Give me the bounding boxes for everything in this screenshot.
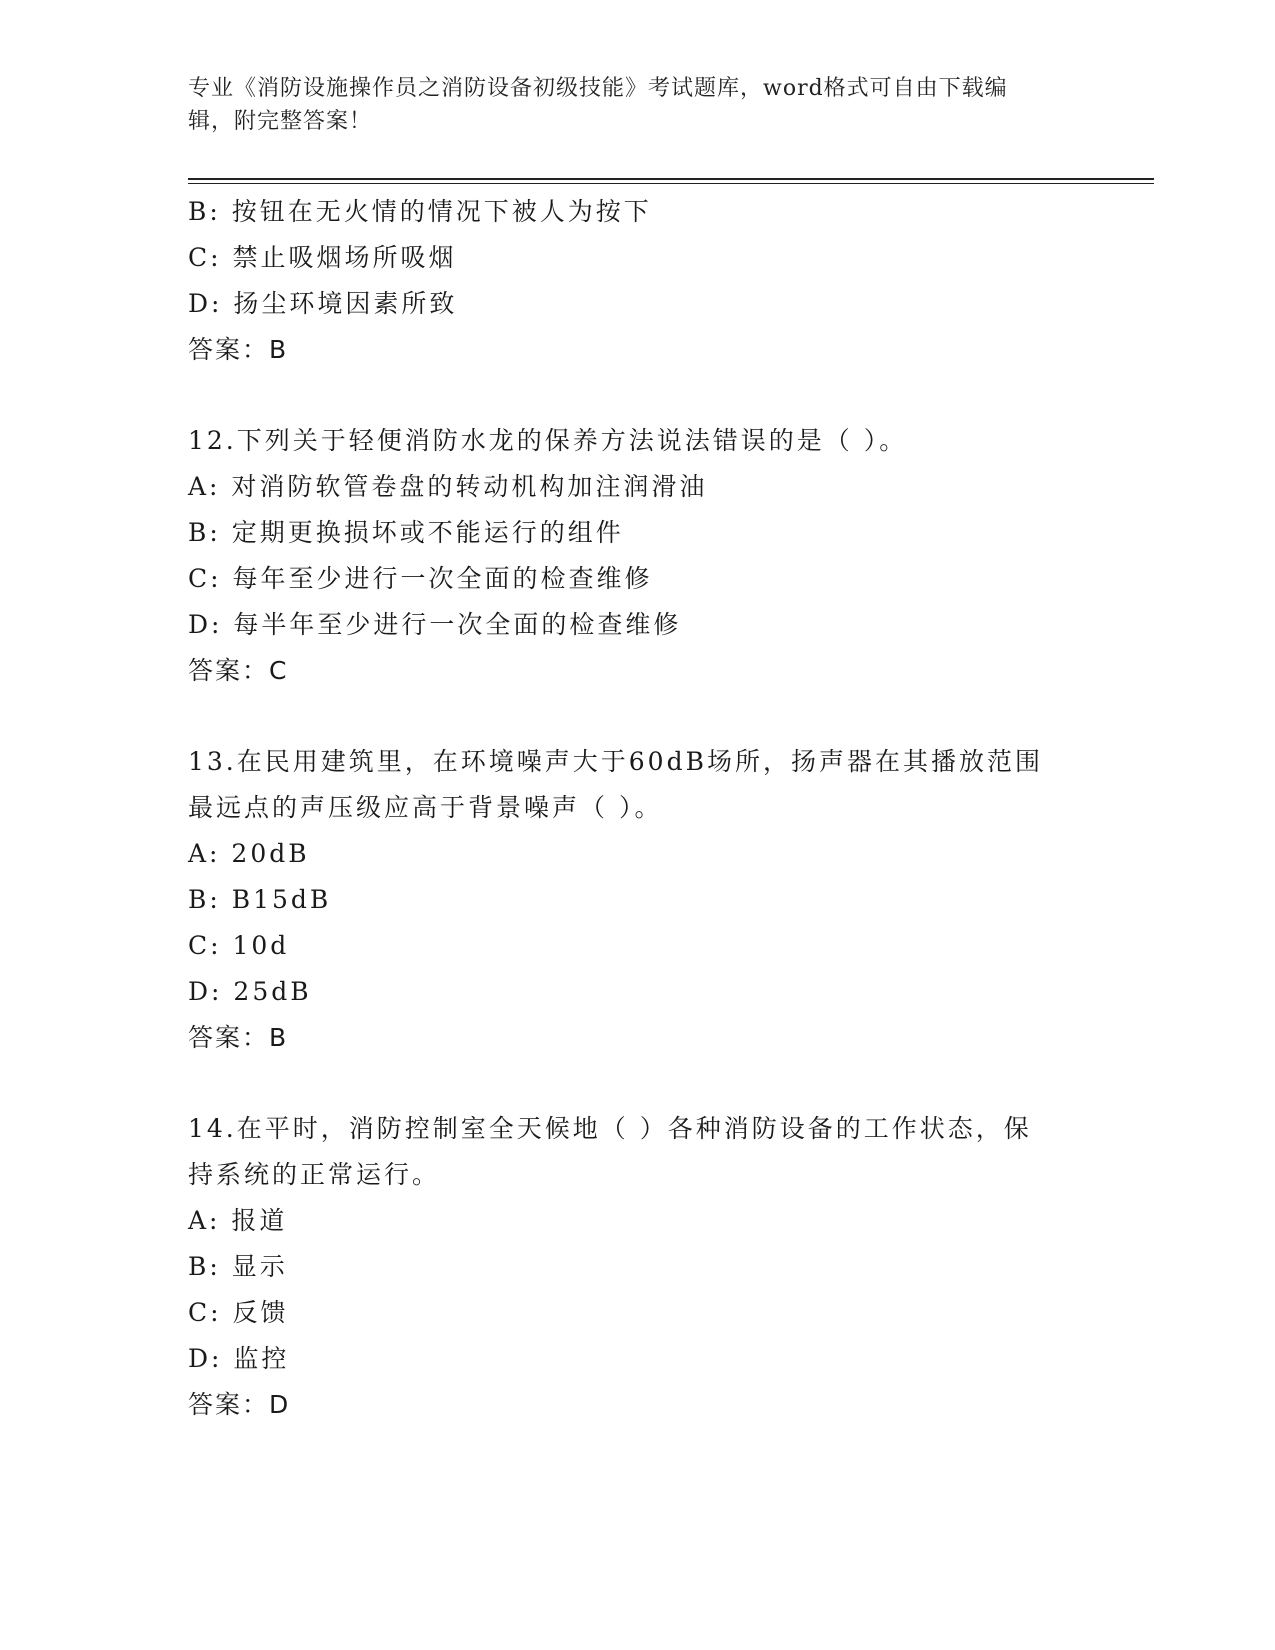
document-header [188, 72, 1088, 138]
option-c: C: 反馈 [188, 1298, 289, 1327]
header-line-1: 专业《消防设施操作员之消防设备初级技能》考试题库，word格式可自由下载编 [188, 76, 1008, 101]
answer-line: 答案：D [188, 1390, 291, 1419]
header-rule-thin [188, 183, 1154, 184]
option-d: D: 监控 [188, 1344, 290, 1373]
option-c: C: 10d [188, 931, 290, 960]
option-a: A: 报道 [188, 1206, 288, 1235]
option-c: C: 禁止吸烟场所吸烟 [188, 243, 457, 272]
question-text: 12.下列关于轻便消防水龙的保养方法说法错误的是（ ）。 [188, 426, 908, 455]
question-list [188, 189, 1088, 1428]
option-c: C: 每年至少进行一次全面的检查维修 [188, 564, 653, 593]
option-b: B: 按钮在无火情的情况下被人为按下 [188, 197, 652, 226]
answer-line: 答案：B [188, 1023, 289, 1052]
question-block-13 [188, 739, 1088, 1061]
option-d: D: 25dB [188, 977, 312, 1006]
question-text-line-1: 13.在民用建筑里，在环境噪声大于60dB场所，扬声器在其播放范围 [188, 747, 1043, 776]
header-rule-thick [188, 178, 1154, 180]
question-block-14 [188, 1106, 1088, 1428]
question-text-line-2: 最远点的声压级应高于背景噪声（ ）。 [188, 793, 663, 822]
question-block-12 [188, 418, 1088, 694]
answer-line: 答案：B [188, 335, 289, 364]
spacer [188, 373, 1088, 418]
spacer [188, 1061, 1088, 1106]
option-d: D: 扬尘环境因素所致 [188, 289, 458, 318]
option-a: A: 对消防软管卷盘的转动机构加注润滑油 [188, 472, 708, 501]
option-a: A: 20dB [188, 839, 310, 868]
question-text-line-1: 14.在平时，消防控制室全天候地（ ）各种消防设备的工作状态，保 [188, 1114, 1032, 1143]
question-block-11 [188, 189, 1088, 373]
answer-line: 答案：C [188, 656, 289, 685]
spacer [188, 694, 1088, 739]
option-b: B: 定期更换损坏或不能运行的组件 [188, 518, 624, 547]
option-b: B: 显示 [188, 1252, 288, 1281]
question-text-line-2: 持系统的正常运行。 [188, 1160, 441, 1189]
option-d: D: 每半年至少进行一次全面的检查维修 [188, 610, 682, 639]
option-b: B: B15dB [188, 885, 332, 914]
header-line-2: 辑，附完整答案！ [188, 109, 373, 134]
